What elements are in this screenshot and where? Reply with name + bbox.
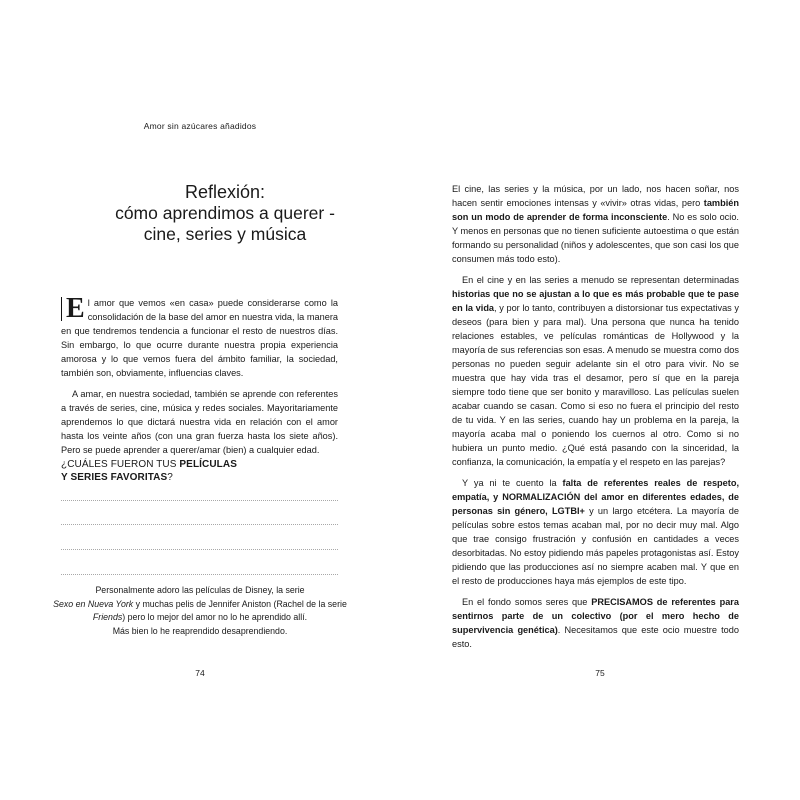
text-run: y un largo etcétera. La mayoría de películas sobre estos temas acaban mal, por no decir muy mal. Algo que trae consigo frustración y confusión en cantidades a veces desorbitadas. No estoy pidiendo más papeles protagonistas así. Estoy pidiendo que las producciones así no siempre acaben mal. Y que en el resto de producciones haya más ejemplos de este tipo. [452,506,739,586]
author-note [50,584,350,638]
note-part-3: ) pero lo mejor del amor no lo he aprendido allí. [122,612,308,622]
left-body-text [61,293,338,464]
note-part-1: Personalmente adoro las películas de Disney, la serie [95,585,305,595]
note-part-2: y muchas pelis de Jennifer Aniston (Rachel de la serie [133,598,347,609]
text-run: En el cine y en las series a menudo se representan determinadas [462,275,739,285]
note-italic-2: Friends [92,612,123,622]
paragraph-1-text: l amor que vemos «en casa» puede considerarse como la consolidación de la base del amor en nuestra vida, la manera en que tendremos tendencia a funcionar el resto de nuestros días. Sin embargo, lo que ocurre durante nuestra propia experiencia amorosa y lo que vemos fuera del ámbito familiar, la sociedad, también son, obviamente, influencias claves. [61,298,338,378]
running-head: Amor sin azúcares añadidos [143,121,257,131]
text-run: , y por lo tanto, contribuyen a distorsionar tus expectativas y deseos (para bien y para mal). Una persona que nunca ha tenido relaciones estables, ve películas románticas de Hollywood y la mayoría de sus referencias son esas. A menudo se muestra como dos personas no pueden seguir adelante sin el otro para vivir. No se muestra que hay vida tras el desamor, pero sí que en la pareja siempre todo tiene que ser bonito y maravilloso. Las películas suelen acabar cuando se casan. Como si eso no fuera el principio del resto de tu vida. Y en las series, cuando hay un problema en la pareja, la mayoría acaba mal o poniendo los cuernos al otro. Como si no hubiera un punto medio. ¿Qué está pasando con la sinceridad, la confianza, la comunicación, la empatía y el respeto en las parejas? [452,303,739,467]
text-run: . Necesitamos que este ocio muestre todo esto. [452,625,739,649]
bold-run: falta de referentes reales de respeto, empatía, y NORMALIZACIÓN del amor en diferentes edades, de personas sin género, LGTBI+ [452,478,739,516]
question-suffix: ? [167,472,173,483]
page-number-left: 74 [195,668,205,678]
paragraph-1 [61,293,338,380]
title-line-2: cómo aprendimos a querer - [115,203,335,223]
paragraph-2: A amar, en nuestra sociedad, también se aprende con referentes a través de series, cine, música y redes sociales. Mayoritariamente aprendemos lo que dictará nuestra vida en relación con el amor hasta los veinte años (con una gran fuerza hasta los siete años). Pero se puede aprender a querer/amar (bien) a cualquier edad. [61,389,338,455]
bold-run: PRECISAMOS de referentes para sentirnos parte de un colectivo (por el mero hecho de supervivencia genética) [452,597,739,635]
right-paragraph-1 [452,182,739,266]
answer-line[interactable] [61,574,338,575]
right-paragraph-2 [452,273,739,469]
text-run: En el fondo somos seres que [462,597,592,607]
right-paragraph-3 [452,476,739,588]
bold-run: historias que no se ajustan a lo que es más probable que te pase en la vida [452,289,739,313]
question-prefix: ¿CUÁLES FUERON TUS [61,459,180,470]
reflection-question [61,458,321,484]
title-line-3: cine, series y música [143,224,307,244]
right-paragraph-4 [452,595,739,651]
title-line-1: Reflexión: [184,182,266,202]
text-run: . No es solo ocio. Y menos en personas que no tienen suficiente autoestima o que están formando su personalidad (niños y adolescentes, que son casi los que consumen más todo esto). [452,212,739,264]
answer-line[interactable] [61,524,338,525]
question-bold-2: Y SERIES FAVORITAS [61,472,168,483]
page-number-right: 75 [595,668,605,678]
text-run: El cine, las series y la música, por un lado, nos hacen soñar, nos hacen sentir emociones intensas y «vivir» otras vidas, pero [452,184,739,208]
right-body-text [452,182,739,658]
text-run: Y ya ni te cuento la [462,478,563,488]
bold-run: también son un modo de aprender de forma inconsciente [452,198,739,222]
note-part-4: Más bien lo he reaprendido desaprendiendo. [112,625,288,636]
answer-line[interactable] [61,549,338,550]
question-bold-1: PELÍCULAS [179,459,237,470]
drop-cap: E [61,297,85,321]
answer-line[interactable] [61,500,338,501]
chapter-title [90,182,360,245]
note-italic-1: Sexo en Nueva York [53,598,134,609]
